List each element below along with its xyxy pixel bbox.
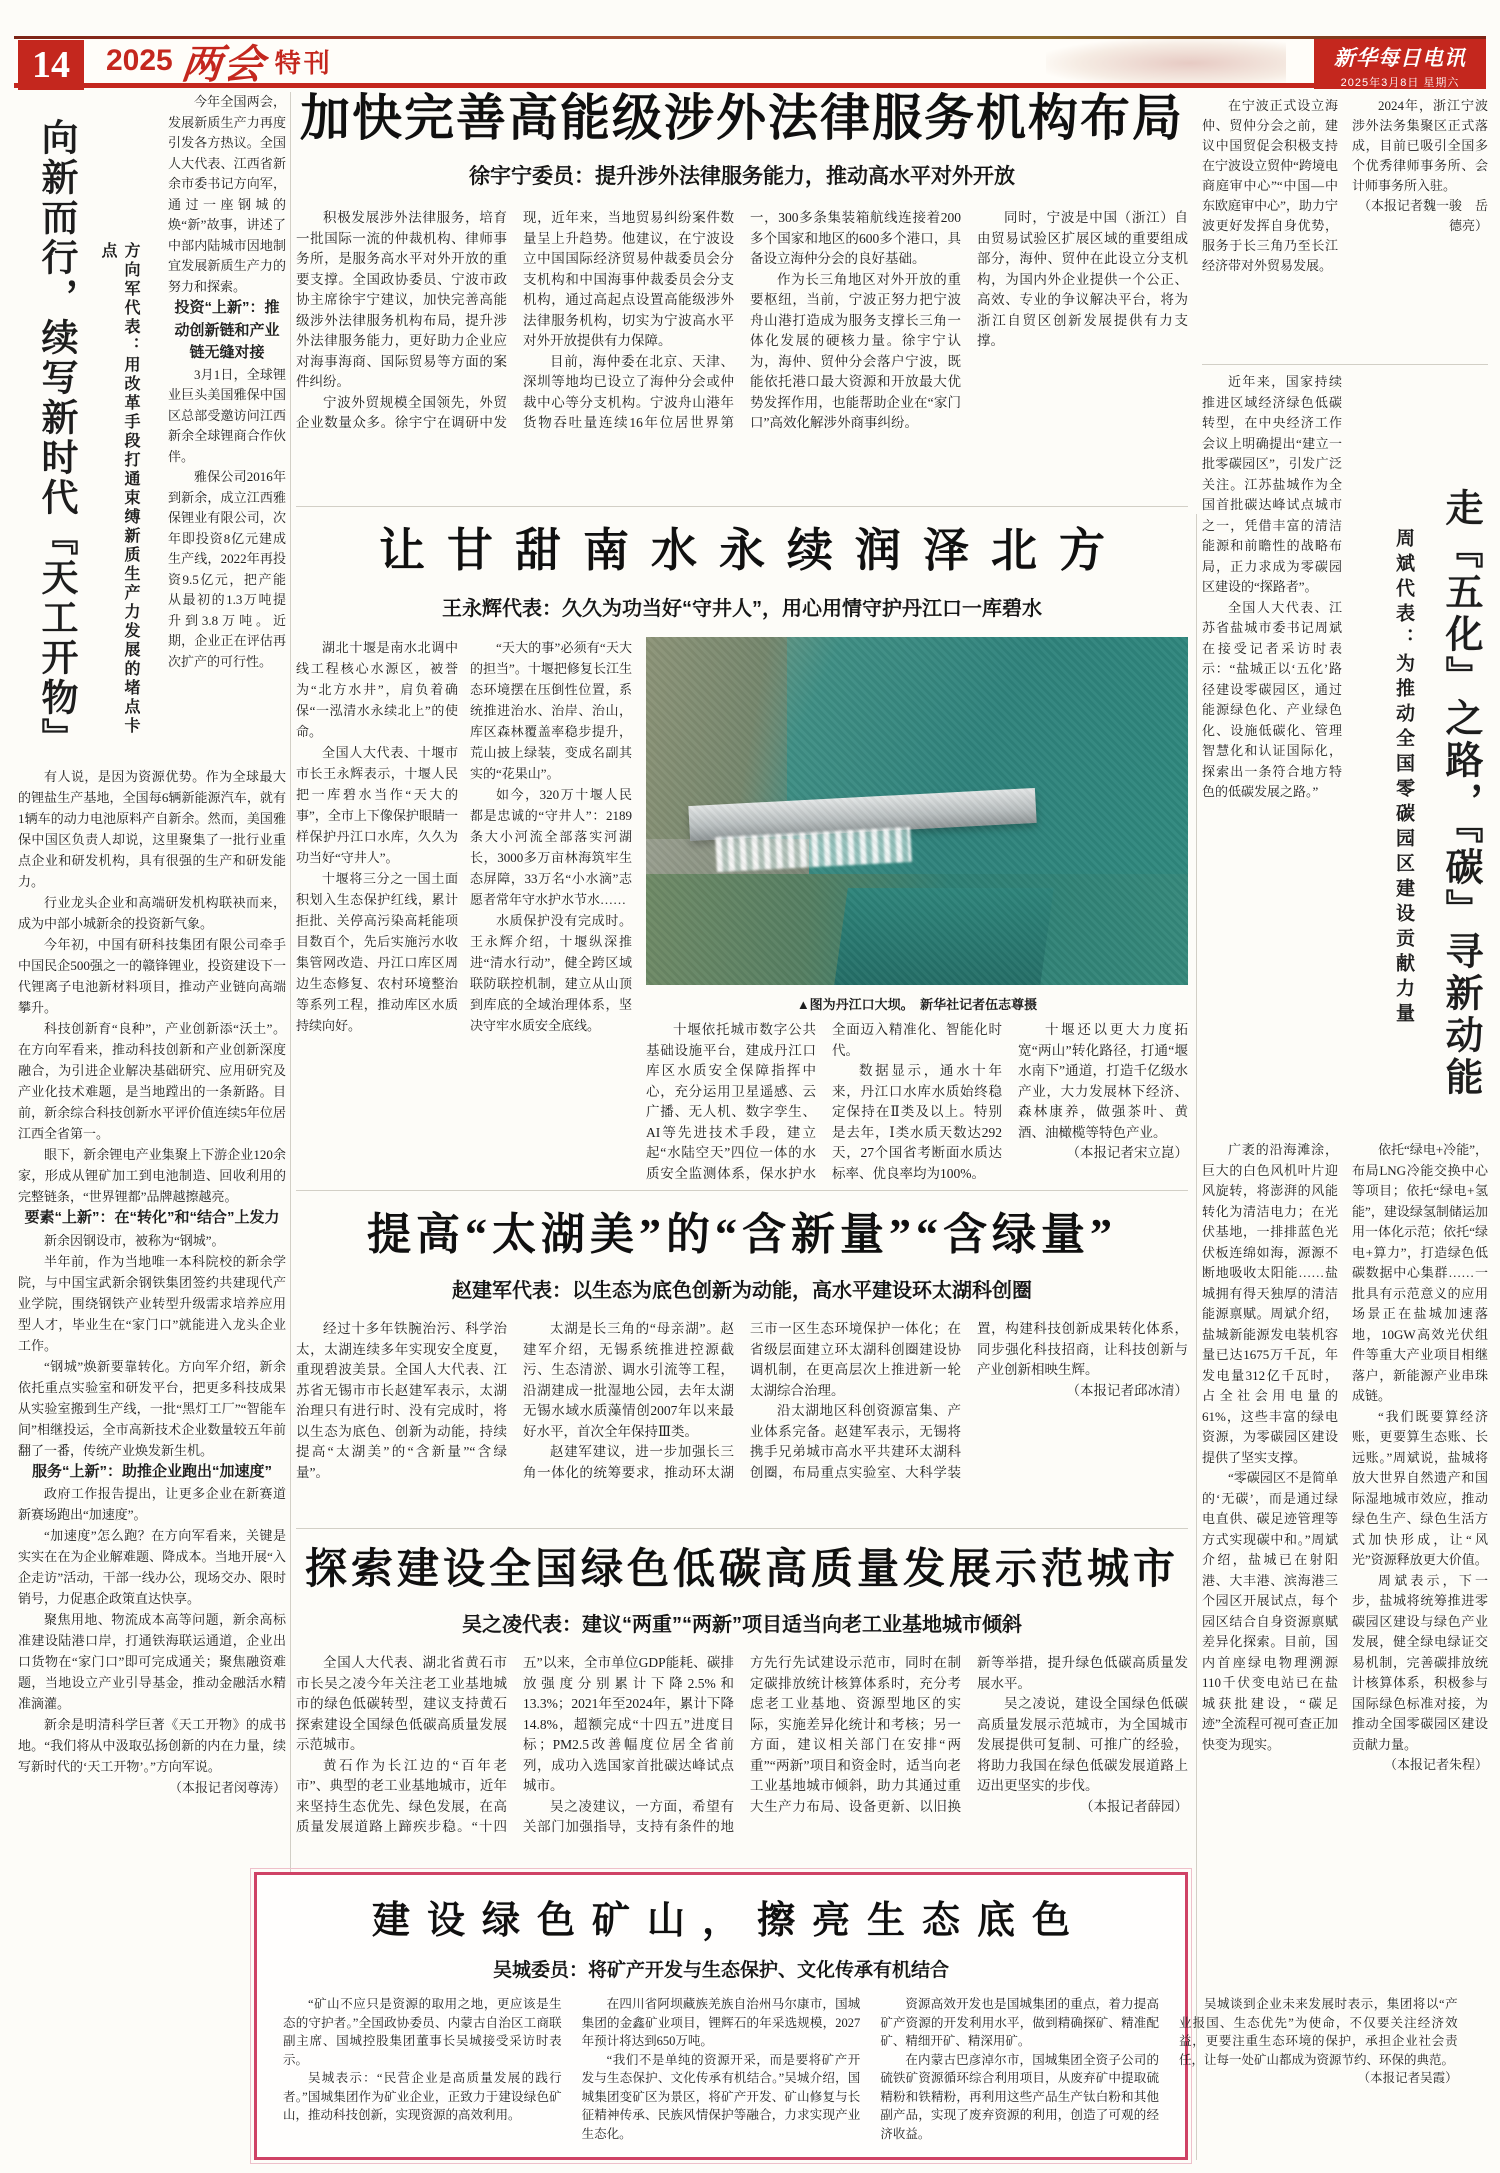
article-south-north-water [296, 514, 1188, 1215]
right-article-first-column [1202, 372, 1342, 1124]
paragraph: 数据显示，通水十年来，丹江口水库水质始终稳定保持在Ⅱ类及以上。特别是去年，Ⅰ类水质天数达292天，27个国省考断面水质达标率、优良率均为100%。 [832, 1063, 1002, 1181]
weekday: 星期六 [1423, 77, 1460, 89]
divider-article2 [296, 506, 1188, 507]
paragraph: 吴城表示：“民营企业是高质量发展的践行者。”国城集团作为矿业企业，正致力于建设绿色矿山，推动科技创新，实现资源的高效利用。 [283, 2071, 562, 2122]
article5-body [283, 1995, 1458, 2157]
paragraph: 在内蒙古巴彦淖尔市，国城集团全资子公司的硫铁矿资源循环综合利用项目，从废弃矿中提取硫精粉和铁精粉，再利用这些产品生产钛白粉和其他副产品，实现了废弃资源的利用，创造了可观的经济收益。 [880, 2052, 1159, 2141]
divider-right-article [1202, 364, 1488, 365]
masthead-date [1314, 74, 1486, 90]
left-article-body [18, 766, 286, 2162]
paragraph: 2024年，浙江宁波涉外法务集聚区正式落成，目前已吸引全国多个优秀律师事务所、会计师事务所入驻。 [1352, 98, 1488, 193]
paragraph: 近年来，国家持续推进区域经济绿色低碳转型，在中央经济工作会议上明确提出“建立一批零碳园区”，引发广泛关注。江苏盐城作为全国首批碳达峰试点城市之一，凭借丰富的清洁能源和前瞻性的战略布局，正力求成为零碳园区建设的“探路者”。 [1202, 374, 1342, 594]
left-article-vertical-block [18, 92, 158, 758]
paragraph: 依托“绿电+冷能”，布局LNG冷能交换中心等项目；依托“绿电+氢能”，建设绿氢制储运加用一体化示范；依托“绿电+算力”，打造绿色低碳数据中心集群……一批具有示范意义的应用场景正在盐城加速落地，10GW高效光伏组件等重大产业项目相继落户，新能源产业串珠成链。 [1352, 1142, 1488, 1403]
paragraph: 宁波外贸规模全国领先，外贸企业数量众多。徐宇宁在调研中发现，近年来，当地贸易纠纷案件数量呈上升趋势。他建议，在宁波设立中国国际经济贸易仲裁委员会分支机构和中国海事仲裁委员会分支机构，通过高起点设置高能级涉外法律服务机构，切实为宁波高水平对外开放提供有力保障。 [296, 210, 734, 430]
paragraph: 吴城谈到企业未来发展时表示，集团将以“产业报国、生态优先”为使命，不仅要关注经济效益，更要注重生态环境的保护，承担企业社会责任，让每一处矿山都成为资源节约、环保的典范。 [1178, 1997, 1458, 2067]
edition-year: 2025 [106, 44, 173, 77]
paragraph: 科技创新育“良种”，产业创新添“沃土”。在方向军看来，推动科技创新和产业创新深度融合，为引进企业解决基础研究、应用研究及产业化技术难题，是当地蹚出的一条新路。目前，新余综合科技创新水平评价值连续5年位居江西全省第一。 [18, 1021, 286, 1141]
paragraph: 赵建军建议，进一步加强长三角一体化的统筹要求，推动环太湖三市一区生态环境保护一体化；在省级层面建立环太湖科创圈建设协调机制，在更高层次上推进新一轮太湖综合治理。 [523, 1321, 961, 1480]
paragraph: 雅保公司2016年到新余，成立江西雅保锂业有限公司，次年即投资8亿元建成生产线，2022年再投资9.5亿元，把产能从最初的1.3万吨提升到3.8万吨。近期，企业正在评估再次扩产的可行性。 [168, 469, 286, 669]
date: 2025年3月8日 [1340, 77, 1420, 89]
article3-headline: 提高“太湖美”的“含新量”“含绿量” [367, 1210, 1117, 1259]
left-article-subhead-3: 服务“上新”：助推企业跑出“加速度” [31, 1462, 272, 1480]
paragraph: 沿太湖地区科创资源富集、产业体系完备。赵建军表示，无锡将携手兄弟城市高水平共建环太湖科创圈，布局重点实验室、大科学装置，构建科技创新成果转化体系，同步强化科技招商，让科技创新与产业创新相映生辉。 [750, 1321, 1188, 1480]
divider-right-rail [1196, 514, 1197, 2160]
paragraph: 在四川省阿坝藏族羌族自治州马尔康市，国城集团的金鑫矿业项目，锂辉石的年采选规模，2027年预计将达到650万吨。 [581, 1997, 861, 2048]
byline: （本报记者吴霞） [1357, 2071, 1458, 2085]
right-article-subtitle: 周斌代表：为推动全国零碳园区建设贡献力量 [1393, 528, 1414, 1028]
article1-headline: 加快完善高能级涉外法律服务机构布局 [300, 90, 1184, 146]
article4-headline: 探索建设全国绿色低碳高质量发展示范城市 [304, 1547, 1179, 1593]
masthead-logo: 新华每日电讯 [1334, 46, 1466, 70]
article1-right-columns [1202, 96, 1488, 358]
left-article-first-column [158, 92, 286, 754]
article5-headline: 建设绿色矿山，擦亮生态底色 [371, 1900, 1087, 1942]
paragraph: 吴之凌建议，一方面，希望有关部门加强指导，支持有条件的地方先行先试建设示范市，同时在制定碳排放统计核算体系时，充分考虑老工业基地、资源型地区的实际，实施差异化统计和考核；另一方面，建议相关部门在安排“两重”“两新”项目和资金时，适当向老工业基地城市倾斜，助力其通过重大生产力布局、设备更新、以旧换新等举措，提升绿色低碳高质量发展水平。 [523, 1655, 1188, 1834]
paragraph: 全国人大代表、十堰市市长王永辉表示，十堰人民把一库碧水当作“天大的事”，全市上下像保护眼睛一样保护丹江口水库，久久为功当好“守井人”。 [296, 745, 458, 865]
article1-subtitle: 徐宇宁委员：提升涉外法律服务能力，推动高水平对外开放 [469, 165, 1015, 188]
byline: （本报记者闵尊涛） [168, 1780, 286, 1795]
paragraph: 吴之凌说，建设全国绿色低碳高质量发展示范城市，为全国城市发展提供可复制、可推广的经验，将助力我国在绿色低碳发展道路上迈出更坚实的步伐。 [977, 1696, 1188, 1793]
paragraph: 在宁波正式设立海仲、贸仲分会之前，建议中国贸促会积极支持在宁波设立贸仲“跨境电商庭审中心”“中国—中东欧庭审中心”，助力宁波更好发挥自身优势，服务于长三角乃至长江经济带对外贸易发展。 [1202, 98, 1338, 273]
right-article-body [1202, 1140, 1488, 2162]
left-article-subhead-1: 投资“上新”：推动创新链和产业链无缝对接 [174, 299, 280, 361]
right-article-top [1202, 372, 1488, 1124]
photo-texture [646, 637, 1188, 985]
edition-title [106, 39, 333, 87]
byline: （本报记者邱冰清） [1066, 1382, 1188, 1398]
article3-body [296, 1319, 1188, 1523]
article1-right-body [1202, 96, 1488, 354]
paragraph: 周斌表示，下一步，盐城将统筹推进零碳园区建设与绿色产业发展，健全绿电绿证交易机制，完善碳排放统计核算体系，积极参与国际绿色标准对接，为推动全国零碳园区建设贡献力量。 [1352, 1572, 1488, 1752]
paragraph: “我们不是单纯的资源开采，而是要将矿产开发与生态保护、文化传承有机结合。”吴城介绍，国城集团变矿区为景区，将矿产开发、矿山修复与长征精神传承、民族风情保护等融合，力求实现产业生态化。 [581, 2052, 861, 2141]
paragraph: 广袤的沿海滩涂，巨大的白色风机叶片迎风旋转，将澎湃的风能转化为清洁电力；在光伏基地，一排排蓝色光伏板连绵如海，源源不断地吸收太阳能……盐城拥有得天独厚的清洁能源禀赋。周斌介绍，盐城新能源发电装机容量已达1675万千瓦，年发电量312亿千瓦时，占全社会用电量的61%，这些丰富的绿电资源，为零碳园区建设提供了坚实支撑。 [1202, 1142, 1338, 1465]
dam-photo [646, 637, 1188, 985]
byline: （本报记者薛园） [1080, 1798, 1188, 1814]
left-article-top [18, 92, 286, 758]
byline: （本报记者朱程） [1383, 1757, 1488, 1772]
paragraph: 全国人大代表、湖北省黄石市市长吴之凌今年关注老工业基地城市的绿色低碳转型，建议支持黄石探索建设全国绿色低碳高质量发展示范城市。 [296, 1655, 507, 1752]
paragraph: 十堰还以更大力度拓宽“两山”转化路径，打通“堰水南下”通道，打造千亿级水产业，大力发展林下经济、森林康养，做强茶叶、黄酒、油橄榄等特色产业。 [1018, 1022, 1188, 1140]
left-article-subtitle: 方向军代表：用改革手段打通束缚新质生产力发展的堵点卡点 [99, 242, 139, 736]
paragraph: 政府工作报告提出，让更多企业在新赛道新赛场跑出“加速度”。 [18, 1486, 286, 1522]
paragraph: 水质保护没有完成时。王永辉介绍，十堰纵深推进“清水行动”，健全跨区域联防联控机制，建立从山顶到库底的全域治理体系，坚决守牢水质安全底线。 [470, 913, 632, 1033]
edition-name: 两会 [179, 41, 268, 87]
article2-headline: 让甘甜南水永续润泽北方 [379, 525, 1127, 576]
article-taihu-lake [296, 1198, 1188, 1523]
paragraph: 3月1日，全球锂业巨头美国雅保中国区总部受邀访问江西新余全球锂商合作伙伴。 [168, 366, 286, 464]
article4-body [296, 1653, 1188, 1867]
paragraph: 眼下，新余锂电产业集聚上下游企业120余家，形成从锂矿加工到电池制造、回收利用的完整链条，“世界锂都”品牌越擦越亮。 [18, 1147, 286, 1204]
paragraph: 同时，宁波是中国（浙江）自由贸易试验区扩展区域的重要组成部分，海仲、贸仲在此设立分支机构，为国内外企业提供一个公正、高效、专业的争议解决平台，将为浙江自贸区创新发展提供有力支撑。 [977, 210, 1188, 348]
paragraph: 十堰依托城市数字公共基础设施平台，建成丹江口库区水质安全保障指挥中心，充分运用卫星遥感、云广播、无人机、数字孪生、AI等先进技术手段，建立起“水陆空天”四位一体的水质安全监测体系，保水护水全面迈入精准化、智能化时代。 [646, 1022, 1002, 1181]
masthead-box [1314, 39, 1486, 89]
paragraph: 黄石作为长江边的“百年老市”、典型的老工业基地城市，近年来坚持生态优先、绿色发展，在高质量发展道路上蹄疾步稳。“十四五”以来，全市单位GDP能耗、碳排放强度分别累计下降2.5%和13.3%；2021年至2024年，累计下降14.8%，超额完成“十四五”进度目标；PM2.5改善幅度位居全省前列，成功入选国家首批碳达峰试点城市。 [296, 1655, 734, 1834]
article-green-demo-city [296, 1536, 1188, 1867]
article-legal-services [296, 90, 1188, 474]
photo-caption: ▲图为丹江口大坝。 新华社记者伍志尊摄 [796, 997, 1038, 1012]
right-article-headline: 走『五化』之路，『碳』寻新动能 [1439, 488, 1481, 1099]
paragraph: 有人说，是因为资源优势。作为全球最大的锂盐生产基地，全国每6辆新能源汽车，就有1辆车的动力电池原料产自新余。然而，美国雅保中国区负责人却说，这里聚集了一批行业重点企业和研发机构，具有很强的生产和研发能力。 [18, 769, 286, 889]
page-number: 14 [18, 40, 84, 90]
paragraph: 新余因钢设市，被称为“钢城”。 [44, 1232, 225, 1248]
article2-photo-block [646, 637, 1188, 1215]
paragraph: “加速度”怎么跑？在方向军看来，关键是实实在在为企业解难题、降成本。当地开展“入企走访”活动，干部一线办公，现场交办、限时销号，力促惠企政策直达快享。 [18, 1528, 286, 1606]
paragraph: 如今，320万十堰人民都是忠诚的“守井人”：2189条大小河流全部落实河湖长，3000多万亩林海筑牢生态屏障，33万名“小水滴”志愿者常年守水护水节水…… [470, 787, 632, 907]
paragraph: “我们既要算经济账，更要算生态账、长远账。”周斌说，盐城将放大世界自然遗产和国际湿地城市效应，推动绿色生产、绿色生活方式加快形成，让“风光”资源释放更大价值。 [1352, 1408, 1488, 1567]
paragraph: “矿山不应只是资源的取用之地，更应该是生态的守护者。”全国政协委员、内蒙古自治区工商联副主席、国城控股集团董事长吴城接受采访时表示。 [283, 1997, 562, 2067]
right-article-vertical-block [1342, 372, 1488, 1124]
left-article-subhead-2: 要素“上新”：在“转化”和“结合”上发力 [24, 1209, 280, 1226]
divider-left-rail [290, 92, 291, 2160]
edition-suffix: 特刊 [274, 47, 333, 78]
paragraph: 十堰将三分之一国土面积划入生态保护红线，累计拒批、关停高污染高耗能项目数百个，先后实施污水收集管网改造、丹江口库区周边生态修复、农村环境整治等系列工程，推动库区水质持续向好。 [296, 871, 458, 1033]
paragraph: 全国人大代表、江苏省盐城市委书记周斌在接受记者采访时表示：“盐城正以‘五化’路径建设零碳园区，通过能源绿色化、产业绿色化、设施低碳化、管理智慧化和认证国际化，探索出一条符合地方特色的低碳发展之路。” [1202, 599, 1342, 799]
article2-below-photo-columns [646, 1020, 1188, 1200]
article3-subtitle: 赵建军代表：以生态为底色创新为动能，高水平建设环太湖科创圈 [452, 1280, 1032, 1302]
left-article-headline: 向新而行，续写新时代『天工开物』 [35, 118, 76, 758]
paragraph: “钢城”焕新要靠转化。方向军介绍，新余依托重点实验室和研发平台，把更多科技成果从实验室搬到生产线，一批“黑灯工厂”“智能车间”相继投运，全市高新技术企业数量较五年前翻了一番，传统产业焕发新生机。 [18, 1358, 286, 1458]
paragraph: 目前，海仲委在北京、天津、深圳等地均已设立了海仲分会或仲裁中心等分支机构。宁波舟山港年货物吞吐量连续16年位居世界第一，300多条集装箱航线连接着200多个国家和地区的600多个港口，具备设立海仲分会的良好基础。 [523, 210, 961, 430]
paragraph: 湖北十堰是南水北调中线工程核心水源区，被誉为“北方水井”，肩负着确保“一泓清水永续北上”的使命。 [296, 640, 458, 739]
byline: （本报记者宋立崑） [1066, 1145, 1188, 1160]
article4-subtitle: 吴之凌代表：建议“两重”“两新”项目适当向老工业基地城市倾斜 [462, 1614, 1022, 1636]
paragraph: “天大的事”必须有“天大的担当”。十堰把修复长江生态环境摆在压倒性位置，系统推进治水、治岸、治山，库区森林覆盖率稳步提升，荒山披上绿装，变成名副其实的“花果山”。 [470, 640, 632, 781]
article-green-mines-box [254, 1872, 1458, 2160]
paragraph: 今年初，中国有研科技集团有限公司牵手中国民企500强之一的赣锋锂业，投资建设下一代锂离子电池新材料项目，推动产业链向高端攀升。 [18, 937, 286, 1015]
article5-subtitle: 吴城委员：将矿产开发与生态保护、文化传承有机结合 [492, 1960, 949, 1981]
page-header [14, 39, 1486, 88]
article1-body [296, 208, 1188, 474]
article2-left-columns [296, 637, 632, 1215]
paragraph: “零碳园区不是简单的‘无碳’，而是通过绿电直供、碳足迹管理等方式实现碳中和。”周斌介绍，盐城已在射阳港、大丰港、滨海港三个园区开展试点，每个园区结合自身资源禀赋差异化探索。目前，国内首座绿电物理溯源110千伏变电站已在盐城获批建设，“碳足迹”全流程可视可查正加快变为现实。 [1202, 1470, 1338, 1752]
paragraph: 新余是明清科学巨著《天工开物》的成书地。“我们将从中汲取弘扬创新的内在力量，续写新时代的‘天工开物’。”方向军说。 [18, 1717, 286, 1774]
paragraph: 聚焦用地、物流成本高等问题，新余高标准建设陆港口岸，打通铁海联运通道，企业出口货物在“家门口”即可完成通关；聚焦融资难题，当地设立产业引导基金，推动金融活水精准滴灌。 [18, 1612, 286, 1711]
paragraph: 资源高效开发也是国城集团的重点，着力提高矿产资源的开发利用水平，做到精确探矿、精准配矿、精细开矿、精深用矿。 [880, 1997, 1159, 2048]
paragraph: 行业龙头企业和高端研发机构联袂而来，成为中部小城新余的投资新气象。 [18, 895, 286, 931]
paragraph: 太湖是长三角的“母亲湖”。赵建军介绍，无锡系统推进控源截污、生态清淤、调水引流等工程，沿湖建成一批湿地公园，去年太湖无锡水域水质藻情创2007年以来最好水平，首次全年保持Ⅲ类。 [523, 1321, 734, 1439]
rose-decoration [1046, 39, 1286, 83]
paragraph: 今年全国两会，发展新质生产力再度引发各方热议。全国人大代表、江西省新余市委书记方向军，通过一座钢城的焕“新”故事，讲述了中部内陆城市因地制宜发展新质生产力的努力和探索。 [168, 94, 286, 294]
paragraph: 经过十多年铁腕治污、科学治太，太湖连续多年实现安全度夏，重现碧波美景。全国人大代表、江苏省无锡市市长赵建军表示，太湖治理只有进行时、没有完成时，将以生态为底色、创新为动能，持续提高“太湖美”的“含新量”“含绿量”。 [296, 1321, 507, 1480]
article2-content [296, 637, 1188, 1215]
paragraph: 积极发展涉外法律服务，培育一批国际一流的仲裁机构、律师事务所，是服务高水平对外开放的重要支撑。全国政协委员、宁波市政协主席徐宇宁建议，加快完善高能级涉外法律服务机构布局，提升涉外法律服务能力，更好助力企业应对海事海商、国际贸易等方面的案件纠纷。 [296, 210, 507, 389]
paragraph: 半年前，作为当地唯一本科院校的新余学院，与中国宝武新余钢铁集团签约共建现代产业学院，围绕钢铁产业转型升级需求培养应用型人才，毕业生在“家门口”就能进入龙头企业工作。 [18, 1253, 286, 1353]
paragraph: 作为长三角地区对外开放的重要枢纽，当前，宁波正努力把宁波舟山港打造成为服务支撑长三角一体化发展的硬核力量。徐宇宁认为，海仲、贸仲分会落户宁波，既能依托港口最大资源和开放最大优势发挥作用，也能帮助企业在“家门口”高效化解涉外商事纠纷。 [750, 271, 961, 430]
byline: （本报记者魏一骏 岳德亮） [1357, 198, 1488, 233]
article2-subtitle: 王永辉代表：久久为功当好“守井人”，用心用情守护丹江口一库碧水 [442, 598, 1042, 620]
divider-article4 [296, 1528, 1188, 1529]
